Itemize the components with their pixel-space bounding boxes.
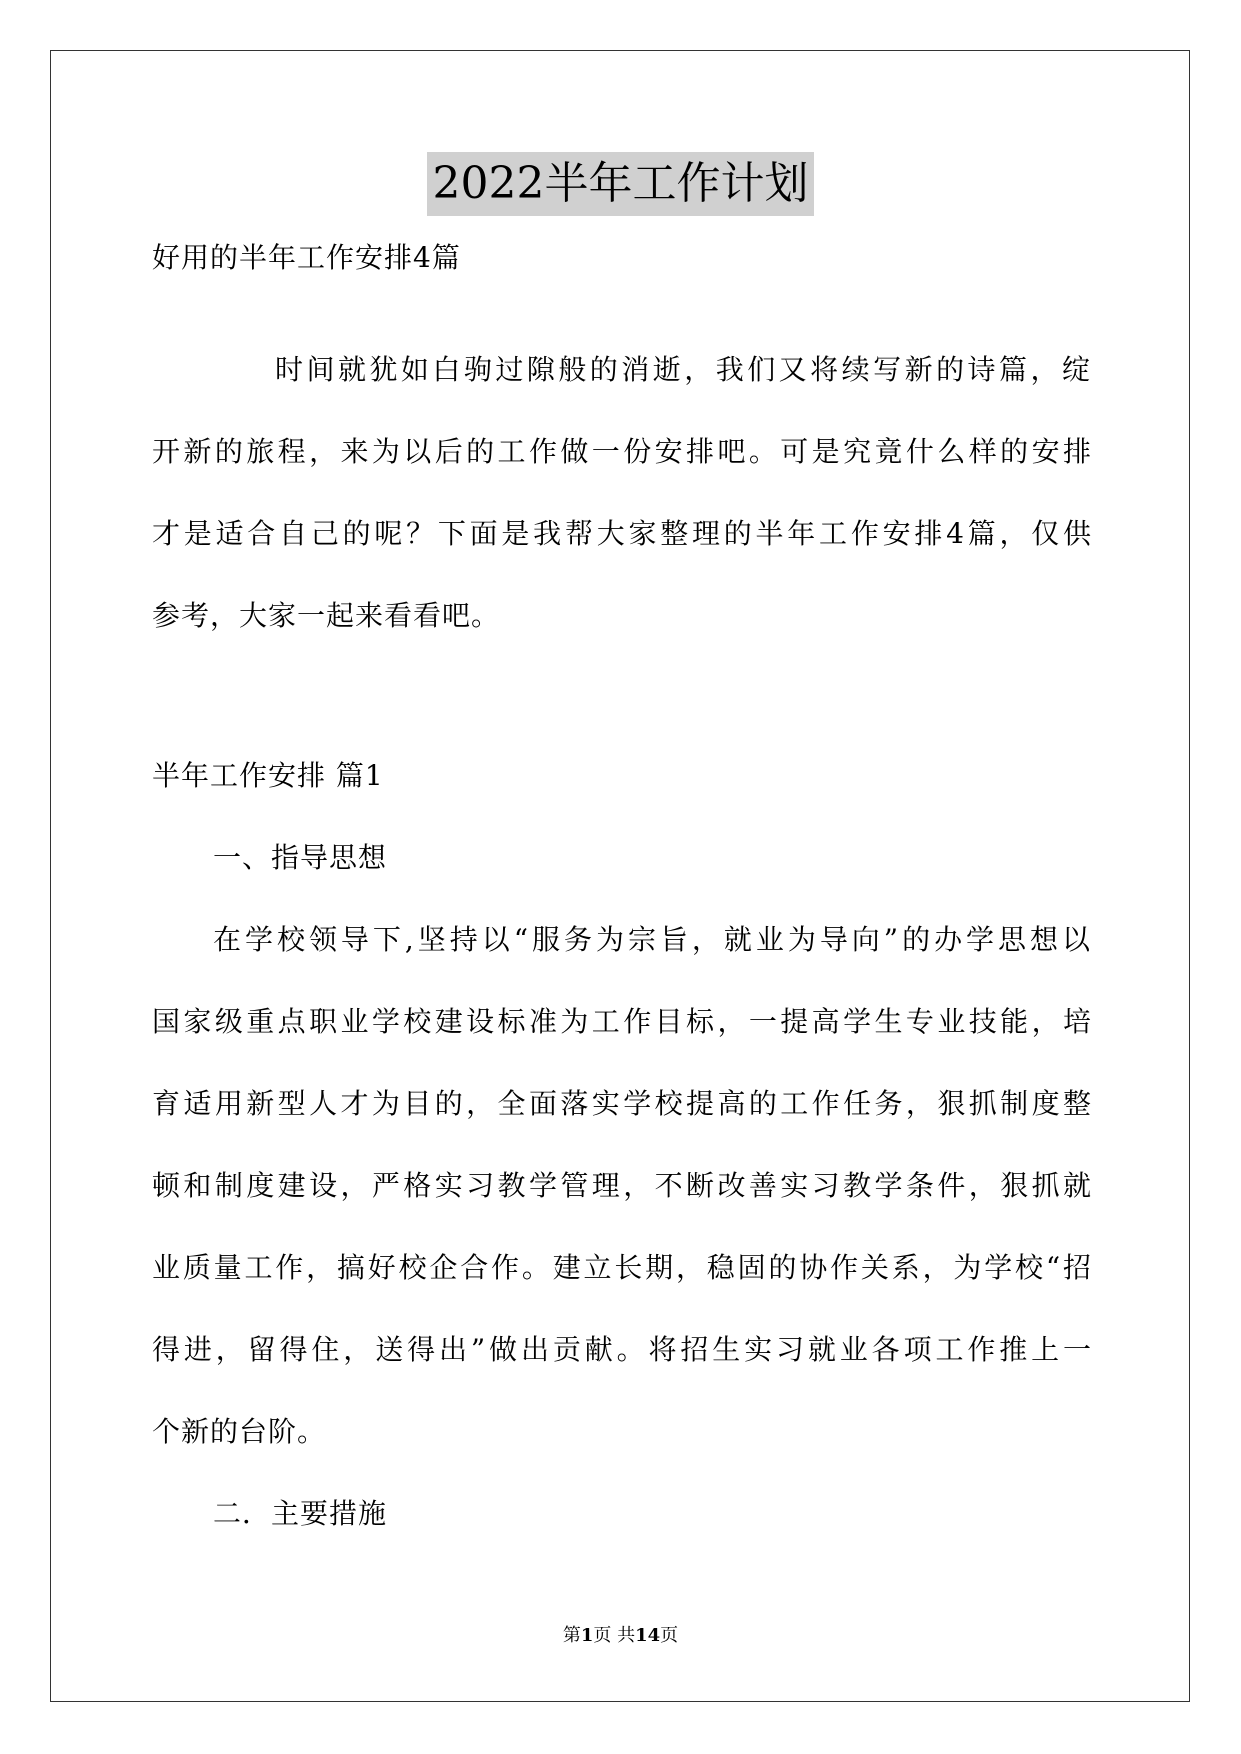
footer-page-number: 1: [580, 1625, 594, 1646]
document-subtitle: 好用的半年工作安排4篇: [152, 241, 461, 274]
section-heading: 半年工作安排 篇1: [152, 759, 384, 792]
body-line-6: 得进，留得住，送得出”做出贡献。将招生实习就业各项工作推上一: [152, 1333, 1092, 1366]
heading-main-measures: 二．主要措施: [213, 1497, 388, 1530]
intro-line-4: 参考，大家一起来看看吧。: [152, 599, 501, 632]
document-title: 2022半年工作计划: [427, 152, 815, 216]
intro-line-1: 时间就犹如白驹过隙般的消逝，我们又将续写新的诗篇，绽: [275, 353, 1091, 386]
footer-page-total: 14: [635, 1625, 661, 1646]
title-wrap: [0, 152, 1241, 216]
intro-line-3: 才是适合自己的呢？下面是我帮大家整理的半年工作安排4篇，仅供: [152, 517, 1092, 550]
body-line-2: 国家级重点职业学校建设标准为工作目标，一提高学生专业技能，培: [152, 1005, 1092, 1038]
intro-line-2: 开新的旅程，来为以后的工作做一份安排吧。可是究竟什么样的安排: [152, 435, 1092, 468]
body-line-1: 在学校领导下,坚持以“服务为宗旨，就业为导向”的办学思想以: [213, 923, 1091, 956]
body-line-5: 业质量工作，搞好校企合作。建立长期，稳固的协作关系，为学校“招: [152, 1251, 1092, 1284]
footer-mid: 页 共: [593, 1625, 636, 1646]
body-line-3: 育适用新型人才为目的，全面落实学校提高的工作任务，狠抓制度整: [152, 1087, 1092, 1120]
footer-suffix: 页: [660, 1625, 679, 1646]
heading-guiding-thought: 一、指导思想: [213, 841, 388, 874]
footer-prefix: 第: [562, 1625, 581, 1646]
body-line-7: 个新的台阶。: [152, 1415, 327, 1448]
body-line-4: 顿和制度建设，严格实习教学管理，不断改善实习教学条件，狠抓就: [152, 1169, 1092, 1202]
page-footer: [0, 1624, 1241, 1648]
